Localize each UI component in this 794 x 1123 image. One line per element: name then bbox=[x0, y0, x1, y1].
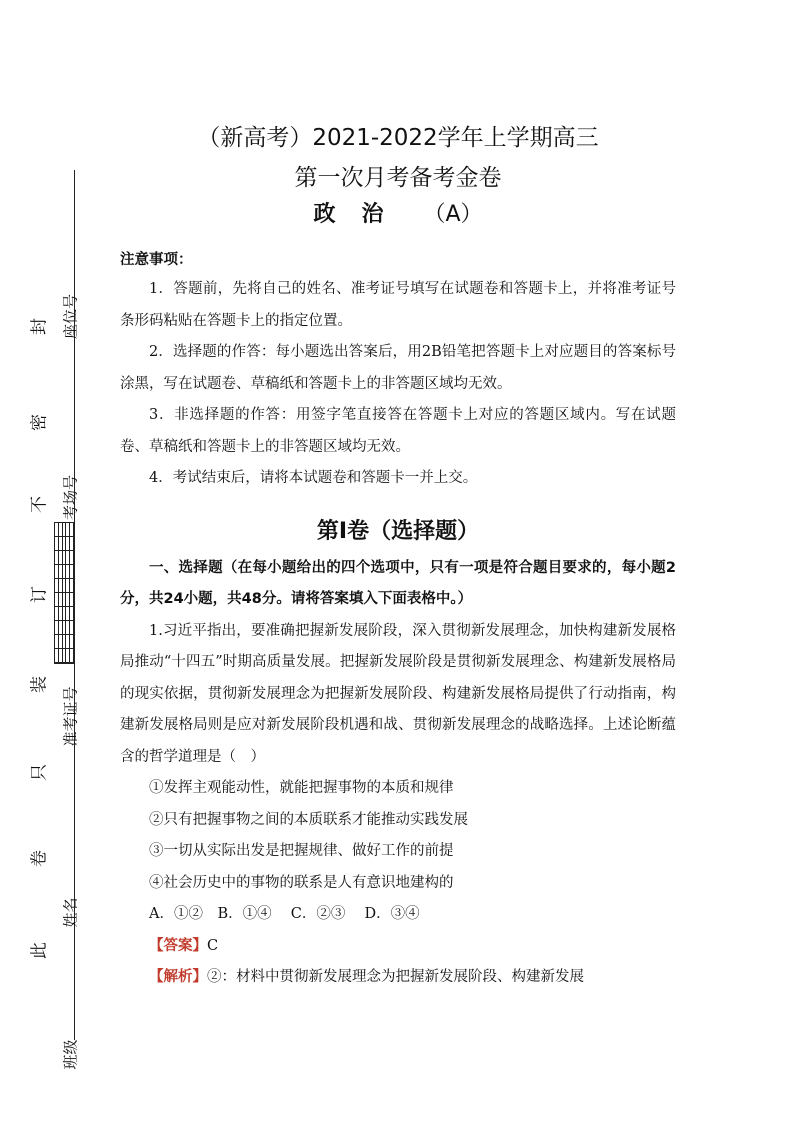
seal-char: 卷 bbox=[29, 850, 50, 867]
notice-item: 2．选择题的作答：每小题选出答案后，用2B铅笔把答题卡上对应题目的答案标号涂黑，写在试题卷、草稿纸和答题卡上的非答题区域均无效。 bbox=[120, 344, 676, 392]
notice-item: 1．答题前，先将自己的姓名、准考证号填写在试题卷和答题卡上，并将准考证号条形码粘贴在答题卡上的指定位置。 bbox=[120, 281, 676, 329]
answer-choices: A．①② B．①④ C．②③ D．③④ bbox=[149, 906, 420, 922]
question-option: ②只有把握事物之间的本质联系才能推动实践发展 bbox=[149, 811, 468, 828]
main-content bbox=[120, 120, 676, 994]
section-instruction: 一、选择题（在每小题给出的四个选项中，只有一项是符合题目要求的，每小题2分，共24小题，共48分。请将答案填入下面表格中。） bbox=[120, 559, 676, 607]
subject-title bbox=[120, 198, 676, 232]
seat-number-label: 座位号 bbox=[61, 294, 80, 340]
analysis-text: ②：材料中贯彻新发展理念为把握新发展阶段、构建新发展 bbox=[207, 969, 584, 985]
binding-margin bbox=[0, 0, 110, 1123]
seal-char: 密 bbox=[29, 414, 50, 431]
notice-heading: 注意事项： bbox=[120, 252, 193, 268]
ticket-number-grid-rows bbox=[54, 522, 74, 664]
question-stem: 1.习近平指出，要准确把握新发展阶段，深入贯彻新发展理念，加快构建新发展格局推动“十四五”时期高质量发展。把握新发展阶段是贯彻新发展理念、构建新发展格局的现实依据，贯彻新发展理念为把握新发展阶段、构建新发展格局提供了行动指南，构建新发展格局则是应对新发展阶段机遇和战、贯彻新发展理念的战略选择。上述论断蕴含的哲学道理是（ ） bbox=[120, 622, 676, 765]
seal-char: 只 bbox=[29, 764, 50, 781]
seal-char: 此 bbox=[29, 942, 50, 959]
seal-char: 封 bbox=[29, 318, 50, 335]
name-label: 姓名 bbox=[61, 897, 80, 928]
answer-line bbox=[120, 931, 676, 963]
analysis-tag: 【解析】 bbox=[149, 969, 207, 985]
question-option: ③一切从实际出发是把握规律、做好工作的前提 bbox=[149, 843, 454, 859]
class-label: 班级 bbox=[61, 1039, 80, 1070]
seal-char: 装 bbox=[29, 676, 50, 693]
ticket-number-label: 准考证号 bbox=[61, 686, 80, 747]
subject-name: 政 治 bbox=[313, 202, 386, 227]
exam-room-label: 考场号 bbox=[61, 475, 80, 521]
exam-title: （新高考）2021-2022学年上学期高三 bbox=[197, 125, 599, 151]
section-title: 第Ⅰ卷（选择题） bbox=[316, 518, 480, 544]
notice-item: 4．考试结束后，请将本试题卷和答题卡一并上交。 bbox=[149, 470, 478, 486]
seal-char: 订 bbox=[29, 586, 50, 603]
seal-char: 不 bbox=[29, 496, 50, 513]
paper-version: （A） bbox=[423, 202, 483, 227]
answer-value: C bbox=[207, 937, 219, 954]
answer-tag: 【答案】 bbox=[149, 937, 207, 954]
question-option: ④社会历史中的事物的联系是人有意识地建构的 bbox=[149, 874, 454, 891]
analysis-line bbox=[120, 962, 676, 994]
notice-item: 3．非选择题的作答：用签字笔直接答在答题卡上对应的答题区域内。写在试题卷、草稿纸和答题卡上的非答题区域均无效。 bbox=[120, 407, 676, 455]
exam-subtitle: 第一次月考备考金卷 bbox=[294, 165, 502, 191]
question-option: ①发挥主观能动性，就能把握事物的本质和规律 bbox=[149, 780, 454, 796]
